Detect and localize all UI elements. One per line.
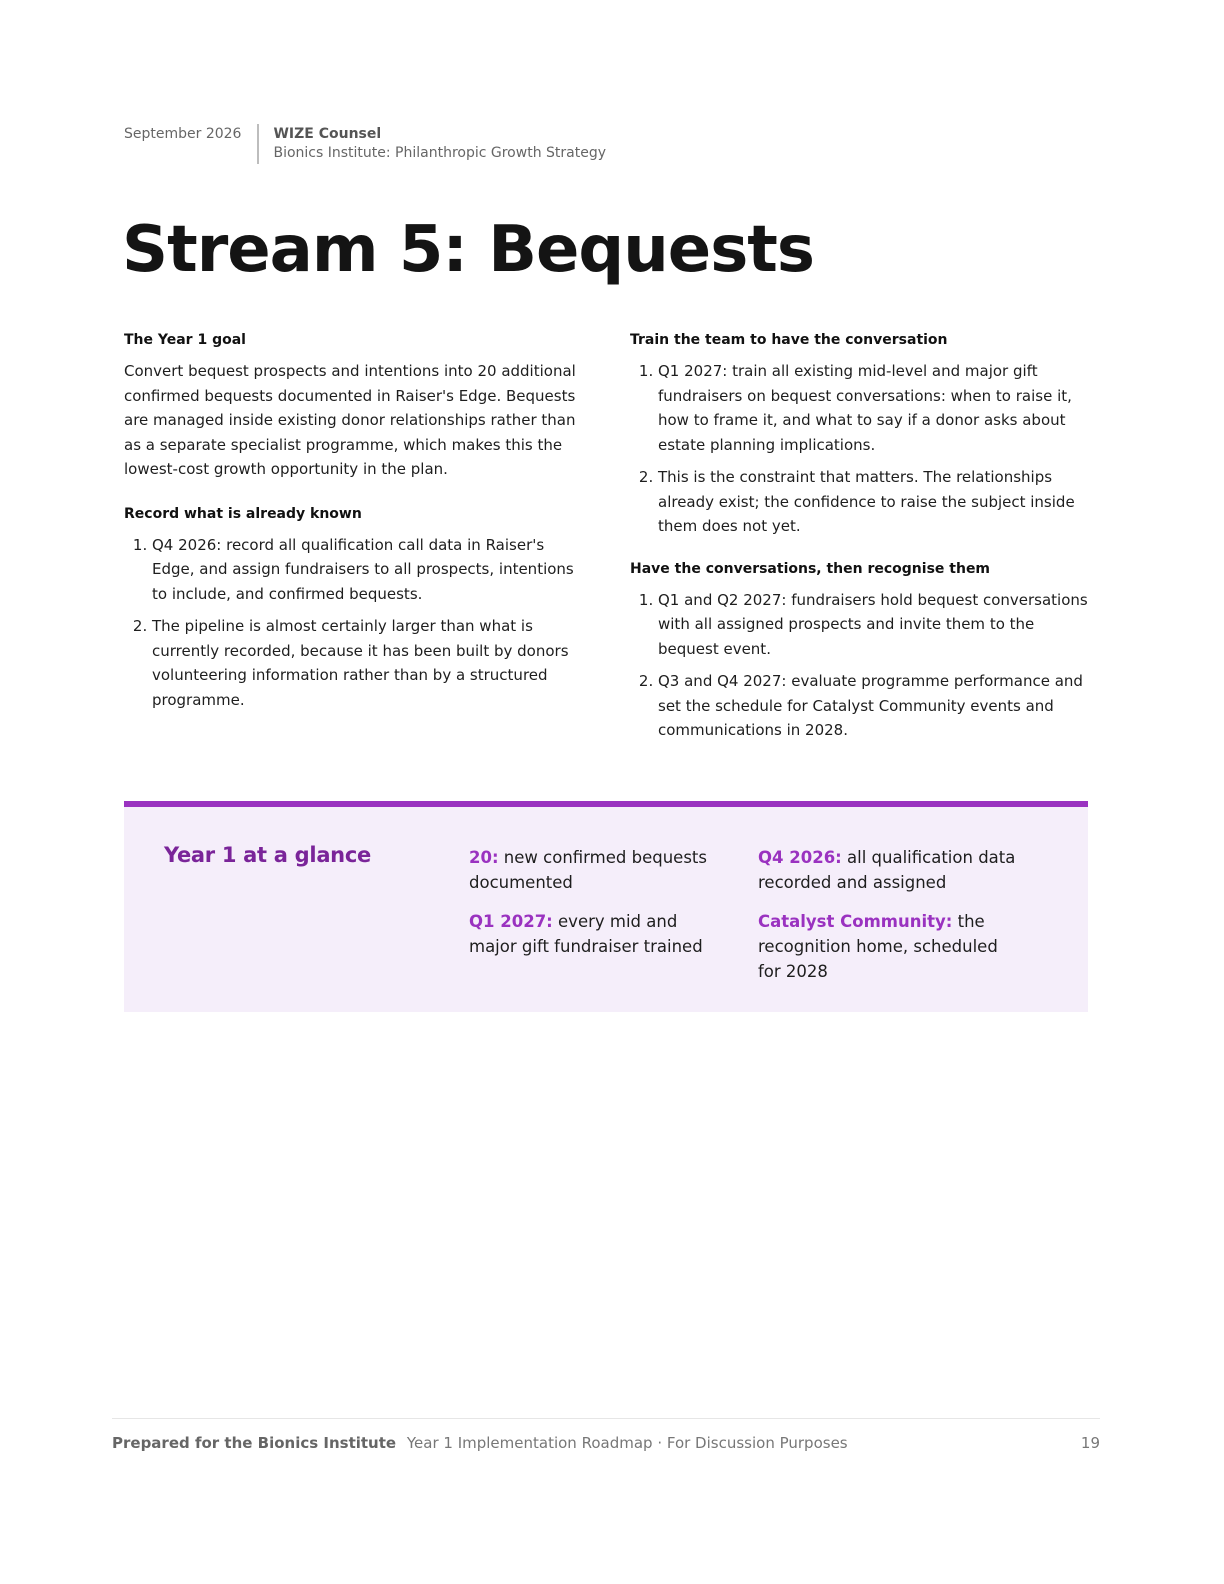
- glance-item: [469, 909, 729, 959]
- list-item: 2. The pipeline is almost certainly larger than what is currently recorded, because it has been built by donors volunteering information rather than by a structured programme.: [152, 614, 584, 712]
- page-footer: [112, 1418, 1100, 1452]
- record-list: [124, 533, 584, 713]
- goal-heading: The Year 1 goal: [124, 332, 246, 348]
- glance-text: the recognition home, scheduled for 2028: [758, 912, 998, 981]
- glance-column-1: [469, 845, 729, 973]
- header-date: September 2026: [124, 126, 242, 142]
- record-heading: Record what is already known: [124, 505, 362, 522]
- glance-key: Catalyst Community:: [758, 912, 953, 931]
- header-divider: [257, 124, 259, 164]
- glance-text: all qualification data recorded and assigned: [758, 848, 1016, 892]
- list-item: 2. This is the constraint that matters. The relationships already exist; the confidence to raise the subject inside them does not yet.: [658, 465, 1090, 539]
- footer-text: Year 1 Implementation Roadmap · For Discussion Purposes: [406, 1434, 848, 1452]
- footer-prepared-for: Prepared for the Bionics Institute: [112, 1434, 397, 1452]
- page-number: 19: [1080, 1434, 1100, 1452]
- year-at-a-glance-box: [124, 801, 1088, 1012]
- left-column: [124, 330, 584, 732]
- goal-text: Convert bequest prospects and intentions into 20 additional confirmed bequests documented in Raiser's Edge. Bequests are managed inside existing donor relationships rather than as a separate specialist programme, which makes this the lowest-cost growth opportunity in the plan.: [124, 362, 576, 478]
- right-column: [630, 330, 1090, 763]
- conversations-heading: Have the conversations, then recognise them: [630, 560, 991, 577]
- list-item: 1. Q1 and Q2 2027: fundraisers hold bequest conversations with all assigned prospects and invite them to the bequest event.: [658, 588, 1090, 662]
- page-header: [124, 124, 606, 164]
- glance-item: [758, 845, 1018, 895]
- list-item: 1. Q1 2027: train all existing mid-level and major gift fundraisers on bequest conversations: when to raise it, how to frame it, and what to say if a donor asks about estate planning implications.: [658, 359, 1090, 457]
- glance-item: [469, 845, 729, 895]
- footer-left: [112, 1434, 848, 1452]
- glance-key: Q4 2026:: [758, 848, 842, 867]
- page-title: Stream 5: Bequests: [122, 213, 814, 287]
- glance-text: new confirmed bequests documented: [469, 848, 707, 892]
- train-list: [630, 359, 1090, 539]
- header-org: WIZE Counsel: [273, 126, 382, 142]
- glance-key: Q1 2027:: [469, 912, 553, 931]
- list-item: 2. Q3 and Q4 2027: evaluate programme performance and set the schedule for Catalyst Community events and communications in 2028.: [658, 669, 1090, 743]
- list-item: 1. Q4 2026: record all qualification call data in Raiser's Edge, and assign fundraisers to all prospects, intentions to include, and confirmed bequests.: [152, 533, 584, 607]
- header-subtitle: Bionics Institute: Philanthropic Growth Strategy: [273, 145, 606, 161]
- conversations-list: [630, 588, 1090, 743]
- glance-heading: Year 1 at a glance: [164, 843, 371, 867]
- glance-key: 20:: [469, 848, 499, 867]
- train-heading: Train the team to have the conversation: [630, 332, 948, 348]
- glance-item: [758, 909, 1018, 984]
- glance-column-2: [758, 845, 1018, 998]
- glance-text: every mid and major gift fundraiser trained: [469, 912, 703, 956]
